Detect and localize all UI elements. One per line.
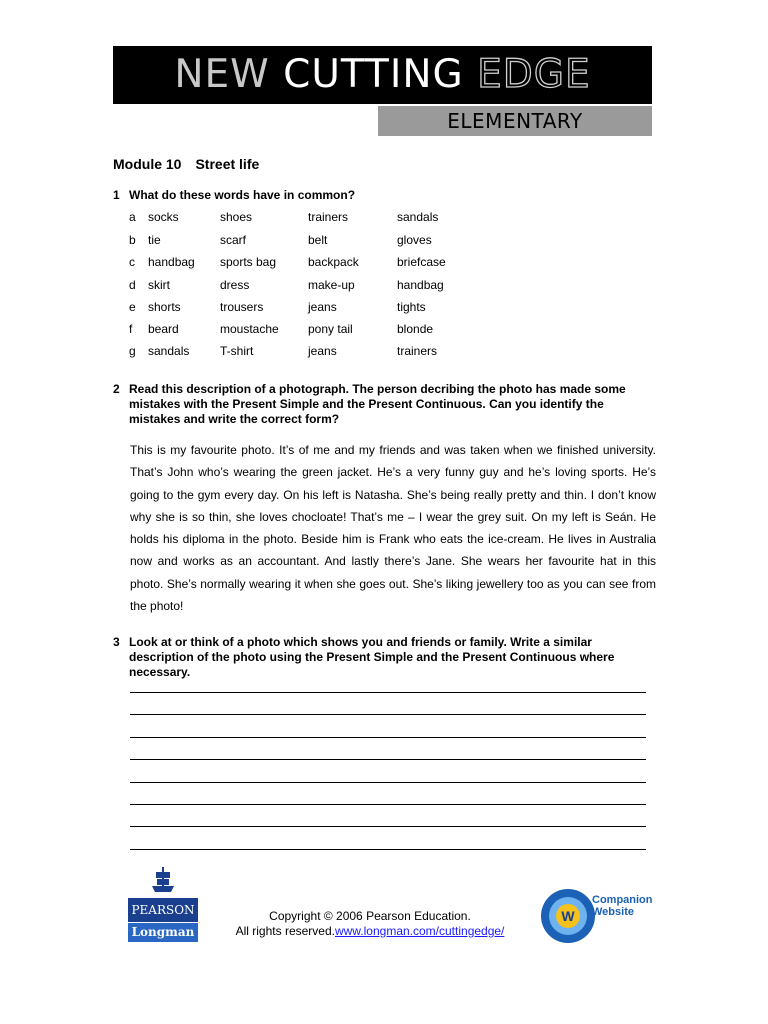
companion-label-line2: Website (592, 906, 634, 918)
book-title (113, 51, 652, 99)
word-cell: sandals (397, 210, 439, 224)
answer-line[interactable] (130, 849, 646, 850)
word-cell: tights (397, 300, 426, 314)
word-cell: moustache (220, 322, 279, 336)
module-heading (113, 156, 273, 172)
word-cell: jeans (308, 300, 337, 314)
row-letter: f (129, 322, 133, 336)
answer-line[interactable] (130, 759, 646, 760)
word-cell: beard (148, 322, 179, 336)
word-cell: briefcase (397, 255, 446, 269)
word-cell: shoes (220, 210, 253, 224)
level-bar (378, 106, 652, 136)
answer-line[interactable] (130, 826, 646, 827)
badge-letter: W (561, 908, 575, 924)
word-cell: skirt (148, 278, 170, 292)
row-letter: g (129, 344, 136, 358)
word-cell: scarf (220, 233, 247, 247)
row-letter: e (129, 300, 136, 314)
row-letter: c (129, 255, 135, 269)
word-cell: handbag (148, 255, 195, 269)
title-word-new: NEW (174, 52, 284, 97)
answer-line[interactable] (130, 804, 646, 805)
question-2-text: Read this description of a photograph. The person decribing the photo has made some mistakes with the Present Simple and the Present Continuous. Can you identify the mistakes and write the correct form? (129, 382, 626, 426)
module-title: Street life (195, 156, 260, 172)
word-cell: shorts (148, 300, 181, 314)
companion-label-line1: Companion (592, 894, 653, 906)
question-1-number: 1 (113, 188, 120, 202)
word-cell: belt (308, 233, 328, 247)
title-word-cutting: CUTTING (283, 52, 478, 97)
word-cell: trainers (397, 344, 438, 358)
question-3-number: 3 (113, 635, 120, 649)
row-letter: a (129, 210, 136, 224)
title-word-edge: EDGE (477, 52, 591, 97)
description-passage: This is my favourite photo. It’s of me and my friends and was taken when we finished university. That’s John who’s wearing the green jacket. He’s a very funny guy and he’s loving sports. He’s going to the gym every day. On his left is Natasha. She’s being really pretty and thin. I don’t know why she is so thin, she loves chocloate! That’s me – I wear the grey suit. On my left is Seán. He holds his diploma in the photo. Beside him is Frank who eats the ice-cream. He lives in Australia now and works as an accountant. And lastly there’s Jane. She wears her favourite hat in this photo. She’s normally wearing it when she goes out. She’s liking jewellery too as you can see from the photo! (130, 443, 656, 614)
copyright-line: Copyright © 2006 Pearson Education. (269, 909, 471, 923)
title-banner (113, 46, 652, 104)
question-1-text: What do these words have in common? (129, 188, 356, 202)
word-cell: pony tail (308, 322, 353, 336)
word-cell: gloves (397, 233, 432, 247)
pearson-longman-logo (128, 862, 198, 942)
pearson-label: PEARSON (128, 898, 198, 922)
word-cell: handbag (397, 278, 444, 292)
word-cell: dress (220, 278, 250, 292)
word-cell: make-up (308, 278, 355, 292)
module-number: Module 10 (113, 156, 182, 172)
row-letter: d (129, 278, 136, 292)
copyright-notice (200, 909, 540, 939)
companion-website-badge[interactable] (540, 888, 660, 944)
question-3-text: Look at or think of a photo which shows you and friends or family. Write a similar description of the photo using the Present Simple and the Present Continuous where necessary. (129, 635, 615, 679)
ship-icon (148, 864, 178, 894)
row-letter: b (129, 233, 136, 247)
word-cell: blonde (397, 322, 434, 336)
companion-globe-icon (540, 888, 596, 944)
word-cell: trainers (308, 210, 349, 224)
level-label: ELEMENTARY (447, 109, 583, 133)
word-cell: T-shirt (220, 344, 254, 358)
companion-label (592, 894, 653, 918)
word-cell: trousers (220, 300, 264, 314)
word-cell: sandals (148, 344, 190, 358)
word-cell: backpack (308, 255, 359, 269)
word-cell: tie (148, 233, 161, 247)
answer-line[interactable] (130, 692, 646, 693)
answer-line[interactable] (130, 782, 646, 783)
answer-line[interactable] (130, 714, 646, 715)
website-link[interactable]: www.longman.com/cuttingedge/ (334, 924, 505, 938)
rights-line (200, 924, 540, 939)
word-cell: sports bag (220, 255, 277, 269)
longman-label: Longman (128, 923, 198, 942)
question-2-number: 2 (113, 382, 120, 396)
rights-text: All rights reserved. (235, 924, 335, 938)
word-cell: socks (148, 210, 179, 224)
word-cell: jeans (308, 344, 337, 358)
answer-line[interactable] (130, 737, 646, 738)
